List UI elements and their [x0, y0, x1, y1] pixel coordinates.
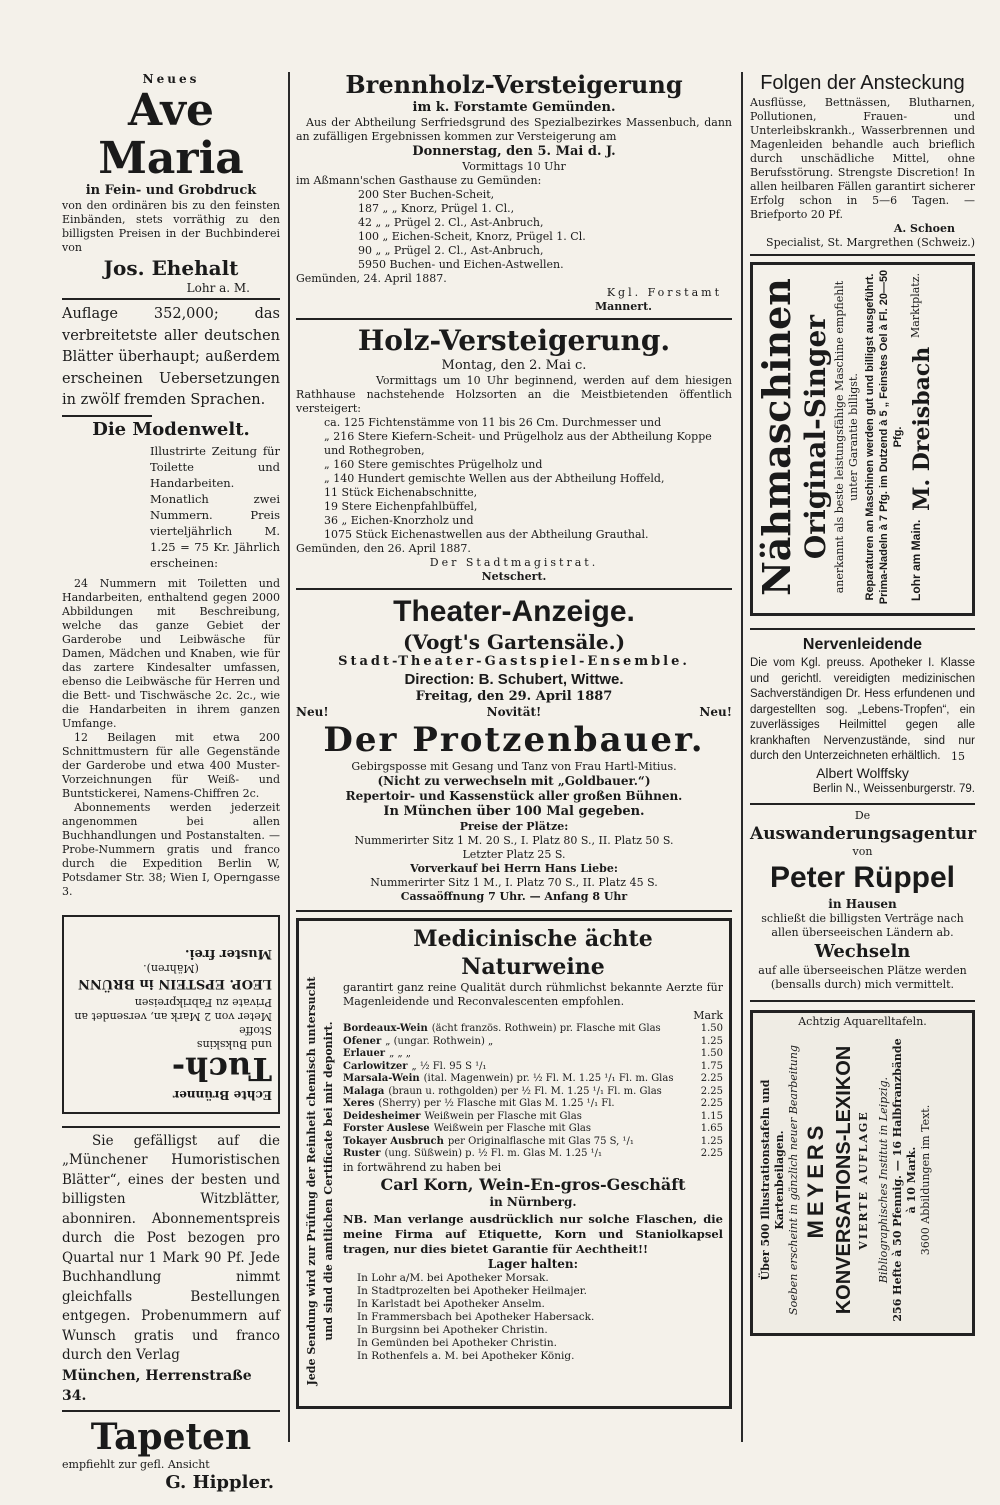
- wein-row-price: 2.25: [700, 1085, 723, 1097]
- ad-tapeten: [62, 1416, 280, 1494]
- holz-date: Montag, den 2. Mai c.: [441, 358, 587, 373]
- meyer-line-9: 3600 Abbildungen im Text.: [919, 1104, 932, 1255]
- brennholz-office: Kgl. Forstamt: [606, 286, 722, 299]
- meyer-line-1: Achtzig Aquarelltafeln.: [798, 1014, 927, 1028]
- wein-price-row: [343, 1073, 723, 1086]
- wein-price-row: [343, 1136, 723, 1149]
- ansteckung-text: Ausflüsse, Bettnässen, Blutharnen, Pollutionen, Frauen- und Unterleibskrankh., Wasserbrennen und Magenleiden behandle auch brieflich durch unschädliche Mittel, ohne Berufsstörung. Strengste Discretion! In allen heilbaren Fällen garantirt sicherer Erfolg schon in 5—6 Tagen. — Briefporto 20 Pf.: [750, 96, 975, 221]
- wein-row-desc: Weißwein per Flasche mit Glas: [424, 1110, 582, 1122]
- wein-side-text-wrap: [301, 971, 341, 1391]
- wein-row-desc: „ ½ Fl. 95 S ¹/₁: [411, 1060, 487, 1072]
- naehmaschinen-sign-row: [909, 267, 935, 607]
- wein-row-desc: (ital. Magenwein) pr. ½ Fl. M. 1.25 ¹/₁ Fl. m. Glas: [423, 1073, 674, 1084]
- modenwelt-p3: Abonnements werden jederzeit angenommen bei allen Buchhandlungen und Postanstalten. — Probe-Nummern gratis und franco durch die Expedition Berlin W, Potsdamer Str. 38; Wien I, Operngasse 3.: [62, 800, 280, 898]
- ad-holz: [296, 324, 732, 584]
- ave-maria-sub: in Fein- und Grobdruck: [85, 183, 257, 198]
- list-item: In Lohr a/M. bei Apotheker Morsak.: [357, 1271, 549, 1284]
- theater-warn: (Nicht zu verwechseln mit „Goldbauer.“): [377, 774, 651, 788]
- naehmaschinen-place: Lohr am Main.: [909, 519, 923, 601]
- theater-prices-3: Nummerirter Sitz 1 M., I. Platz 70 S., II. Platz 45 S.: [370, 876, 658, 889]
- divider: [296, 910, 732, 912]
- ansteckung-name: A. Schoen: [893, 222, 955, 235]
- wein-firm: Carl Korn, Wein-En-gros-Geschäft: [380, 1174, 686, 1194]
- naehmaschinen-rotated-content: [755, 267, 970, 607]
- divider: [750, 1000, 975, 1002]
- naehmaschinen-note: anerkannt als beste leistungsfähige Maschine empfiehlt unter Garantie billigst.: [833, 280, 860, 594]
- naehmaschinen-sub: Original-Singer: [799, 314, 832, 560]
- list-item: 90 „ „ Prügel 2. Cl., Ast-Anbruch,: [358, 244, 544, 257]
- brennholz-intro: Aus der Abtheilung Serfriedsgrund des Spezialbezirkes Massenbuch, dann an zufälligen Ergebnissen kommen zur Versteigerung am: [296, 116, 732, 143]
- wein-price-row: [343, 1098, 723, 1111]
- meyer-line-3: Soeben erscheint in gänzlich neuer Bearbeitung: [787, 1044, 800, 1315]
- naehmaschinen-repair: Reparaturen an Maschinen werden gut und billigst ausgeführt.: [864, 273, 876, 601]
- ad-humor: [62, 1132, 280, 1406]
- wein-intro: garantirt ganz reine Qualität durch rühmlichst bekannte Aerzte für Magenleidende und Reconvalescenten empfohlen.: [343, 981, 723, 1008]
- agentur-text2: auf alle überseeischen Plätze werden (bensalls durch) mich vermittelt.: [758, 963, 967, 991]
- holz-signed: Netschert.: [481, 570, 547, 583]
- theater-neu-row: [296, 705, 732, 720]
- agentur-de: De: [854, 808, 871, 822]
- list-item: 19 Stere Eichenpfahlbüffel,: [324, 500, 478, 513]
- modenwelt-p1: 24 Nummern mit Toiletten und Handarbeiten, enthaltend gegen 2000 Abbildungen mit Beschreibung, welche das ganze Gebiet der Garderobe und Leibwäsche für Damen, Mädchen und Knaben, wie für das zartere Kindesalter umfassen, ebenso die Leibwäsche für Herren und die Bett- und Tischwäsche 2c. 2c., wie die Handarbeiten in ihrem ganzen Umfange.: [62, 576, 280, 730]
- divider: [296, 588, 732, 590]
- tapeten-line: empfiehlt zur gefl. Ansicht: [62, 1457, 210, 1471]
- humor-place: München, Herrenstraße 34.: [62, 1367, 252, 1404]
- list-item: 11 Stück Eichenabschnitte,: [324, 486, 478, 499]
- ave-maria-title: Ave Maria: [98, 85, 244, 184]
- list-item: „ 160 Stere gemischtes Prügelholz und: [324, 458, 543, 471]
- wein-main: [343, 925, 723, 1363]
- wein-row-desc: (Sherry) per ½ Flasche mit Glas M. 1.25 ¹/₁ Fl.: [378, 1098, 615, 1109]
- tuch-line-1: Echte Brünner: [172, 1087, 272, 1102]
- column-middle: [296, 70, 732, 1409]
- list-item: 42 „ „ Prügel 2. Cl., Ast-Anbruch,: [358, 216, 544, 229]
- meyer-line-2: Über 500 Illustrationstafeln und Kartenbeilagen.: [759, 1079, 786, 1280]
- list-item: In Stadtprozelten bei Apotheker Heilmajer.: [357, 1284, 587, 1297]
- wein-price-row: [343, 1023, 723, 1036]
- agentur-name: Peter Rüppel: [769, 860, 956, 894]
- ave-maria-name: Jos. Ehehalt: [103, 256, 239, 280]
- theater-direction: Direction: B. Schubert, Wittwe.: [404, 671, 624, 688]
- wein-row-name: Tokayer Ausbruch: [343, 1135, 444, 1147]
- nerven-text: Die vom Kgl. preuss. Apotheker I. Klasse und gerichtl. vereidigten medizinischen Sachverständigen Dr. Hess erfundenen und dargestellten sog. „Lebens-Tropfen“, ein zuverlässiges Heilmittel gegen alle krankhaften Nervenzustände, sind nur durch den Unterzeichneten erhältlich.: [750, 657, 975, 762]
- column-rule-right: [741, 72, 743, 1442]
- wein-row-desc: „ (ungar. Rothwein) „: [385, 1035, 494, 1047]
- theater-neu-left: Neu!: [296, 705, 329, 719]
- list-item: In Rothenfels a. M. bei Apotheker König.: [357, 1349, 575, 1362]
- agentur-von: von: [852, 844, 873, 858]
- divider: [750, 254, 975, 256]
- theater-neu-right: Neu!: [699, 705, 732, 719]
- tuch-line-6: LEOP. EPSTEIN in BRÜNN: [77, 975, 272, 991]
- list-item: 36 „ Eichen-Knorzholz und: [324, 514, 474, 527]
- divider: [750, 628, 975, 630]
- brennholz-dateline: Gemünden, 24. April 1887.: [296, 272, 447, 285]
- naehmaschinen-title: Nähmaschinen: [754, 278, 799, 596]
- column-right: [750, 70, 975, 1336]
- wein-row-name: Deidesheimer: [343, 1110, 421, 1122]
- divider: [750, 803, 975, 805]
- holz-items: [324, 416, 732, 542]
- ave-maria-place: Lohr a. M.: [186, 281, 250, 295]
- wein-row-price: 1.75: [700, 1060, 723, 1072]
- meyer-line-6: VIERTE AUFLAGE: [857, 1109, 870, 1250]
- wein-row-desc: (ächt französ. Rothwein) pr. Flasche mit Glas: [431, 1023, 661, 1034]
- modenwelt-title: Die Modenwelt.: [92, 418, 250, 440]
- wein-row-price: 1.50: [700, 1048, 723, 1059]
- theater-rep: Repertoir- und Kassenstück aller großen Bühnen.: [345, 789, 683, 803]
- wein-row-price: 2.25: [700, 1148, 723, 1159]
- nerven-addr: Berlin N., Weissenburgerstr. 79.: [812, 782, 975, 795]
- wein-row-price: 1.15: [700, 1110, 723, 1122]
- tuch-line-7: (Mähren).: [143, 961, 199, 975]
- theater-date: Freitag, den 29. April 1887: [415, 689, 613, 704]
- theater-venue: (Vogt's Gartensäle.): [402, 630, 626, 654]
- naehmaschinen-place2: Marktplatz.: [909, 273, 922, 339]
- humor-text: Sie gefälligst auf die „Münchener Humoristischen Blätter“, eines der besten und billigsten Witzblätter, abonniren. Abonnementspreis durch die Post bezogen pro Quartal nur 1 Mark 90 Pf. Jede Buchhandlung nimmt gleichfalls Bestellungen entgegen. Probenummern auf Wunsch gratis und franco durch den Verlag: [62, 1132, 280, 1363]
- theater-prices-1: Nummerirter Sitz 1 M. 20 S., I. Platz 80 S., II. Platz 50 S.: [354, 834, 674, 847]
- theater-play: Der Protzenbauer.: [323, 720, 705, 760]
- brennholz-title: Brennholz-Versteigerung: [345, 70, 683, 99]
- nerven-name: Albert Wolffsky: [816, 764, 909, 781]
- wein-nb: NB. Man verlange ausdrücklich nur solche Flaschen, die meine Firma auf Etiquette, Korn und Staniolkapsel tragen, nur dies bietet Garantie für Aechtheit!!: [343, 1211, 723, 1256]
- modenwelt-p2: 12 Beilagen mit etwa 200 Schnittmustern für alle Gegenstände der Garderobe und etwa 400 Muster-Vorzeichnungen für Weiß- und Buntstickerei, Namens-Chiffren 2c.: [62, 730, 280, 800]
- ad-wein: [296, 918, 732, 1409]
- wein-row-name: Malaga: [343, 1085, 385, 1097]
- meyer-top: [755, 1015, 970, 1029]
- column-rule-left: [288, 72, 290, 1442]
- wein-row-name: Erlauer: [343, 1048, 386, 1059]
- wein-always: in fortwährend zu haben bei: [343, 1160, 502, 1174]
- wein-title: Medicinische ächte Naturweine: [413, 926, 653, 980]
- ad-ansteckung: [750, 70, 975, 250]
- ad-naehmaschinen: [750, 262, 975, 616]
- divider: [62, 1126, 280, 1128]
- theater-title: Theater-Anzeige.: [393, 595, 635, 628]
- tapeten-name: G. Hippler.: [165, 1471, 274, 1493]
- nerven-title: Nervenleidende: [802, 636, 923, 653]
- wein-row-price: 2.25: [700, 1073, 723, 1084]
- meyer-line-5: KONVERSATIONS-LEXIKON: [833, 1045, 855, 1314]
- column-left: [62, 70, 280, 1494]
- wein-row-price: 1.65: [700, 1123, 723, 1134]
- modenwelt-desc: Illustrirte Zeitung für Toilette und Handarbeiten. Monatlich zwei Nummern. Preis vierteljährlich M. 1.25 = 75 Kr. Jährlich erscheinen:: [150, 443, 280, 570]
- modenwelt-intro: Auflage 352,000; das verbreitetste aller deutschen Blätter überhaupt; außerdem erscheinen Uebersetzungen in zwölf fremden Sprachen.: [62, 306, 280, 408]
- theater-open: Cassaöffnung 7 Uhr. — Anfang 8 Uhr: [400, 890, 628, 903]
- ad-tuch: [62, 915, 280, 1114]
- ad-theater: [296, 594, 732, 904]
- holz-dateline: Gemünden, den 26. April 1887.: [296, 542, 471, 555]
- wein-row-price: 1.50: [700, 1023, 723, 1034]
- tuch-line-8: Muster frei.: [185, 945, 272, 961]
- wein-side-text: Jede Sendung wird zur Prüfung der Reinheit chemisch untersucht und sind die amtlichen Certificate bei mir deponirt.: [305, 976, 335, 1386]
- divider: [62, 1410, 280, 1412]
- naehmaschinen-needles: Prima-Nadeln à 7 Pfg. im Dutzend à 5 „ Feinstes Oel à Fl. 20—50 Pfg.: [878, 269, 904, 605]
- list-item: 5950 Buchen- und Eichen-Astwellen.: [358, 258, 564, 271]
- wein-price-row: [343, 1148, 723, 1161]
- wein-row-name: Ofener: [343, 1035, 382, 1047]
- agentur-text1: schließt die billigsten Verträge nach allen überseeischen Ländern ab.: [761, 911, 964, 939]
- meyer-line-8: 256 Hefte à 50 Pfennig. — 16 Halbfranzbände à 10 Mark.: [891, 1037, 918, 1322]
- divider: [62, 298, 280, 300]
- ad-nerven: [750, 634, 975, 797]
- tuch-rotated-content: [64, 917, 278, 1108]
- wein-row-desc: „ „ „: [389, 1048, 411, 1059]
- ad-ave-maria: [62, 72, 280, 296]
- naehmaschinen-name: M. Dreisbach: [909, 346, 935, 511]
- wein-price-list: [343, 1023, 723, 1161]
- tuch-line-2: Tuch-: [171, 1049, 272, 1088]
- wein-price-row: [343, 1061, 723, 1074]
- brennholz-items: [358, 188, 732, 272]
- holz-title: Holz-Versteigerung.: [357, 324, 671, 357]
- wein-row-name: Ruster: [343, 1148, 381, 1159]
- ave-maria-body: von den ordinären bis zu den feinsten Einbänden, stets vorräthig zu den billigsten Preisen in der Buchbinderei von: [62, 199, 280, 254]
- list-item: In Frammersbach bei Apotheker Habersack.: [357, 1310, 595, 1323]
- brennholz-place: im Aßmann'schen Gasthause zu Gemünden:: [296, 174, 542, 187]
- list-item: In Karlstadt bei Apotheker Anselm.: [357, 1297, 545, 1310]
- holz-office: Der Stadtmagistrat.: [429, 556, 599, 569]
- wein-row-name: Xeres: [343, 1098, 375, 1109]
- wein-price-row: [343, 1111, 723, 1124]
- list-item: In Gemünden bei Apotheker Christin.: [357, 1336, 557, 1349]
- wein-row-name: Bordeaux-Wein: [343, 1023, 428, 1034]
- wein-row-name: Carlowitzer: [343, 1060, 408, 1072]
- wein-row-desc: (ung. Süßwein) p. ½ Fl. m. Glas M. 1.25 ¹/₁: [384, 1148, 603, 1159]
- theater-prices-2: Letzter Platz 25 S.: [462, 848, 566, 861]
- agentur-title: Auswanderungsagentur: [750, 823, 977, 844]
- wein-stock-title: Lager halten:: [487, 1256, 579, 1271]
- agentur-wechseln: Wechseln: [814, 940, 911, 962]
- wein-price-row: [343, 1048, 723, 1061]
- ad-agentur: [750, 809, 975, 992]
- tapeten-title: Tapeten: [90, 1415, 252, 1458]
- wein-row-price: 2.25: [700, 1098, 723, 1109]
- brennholz-date: Donnerstag, den 5. Mai d. J.: [412, 144, 616, 159]
- agentur-place: in Hausen: [828, 896, 897, 911]
- wein-price-row: [343, 1086, 723, 1099]
- theater-novitaet: Novität!: [486, 705, 542, 719]
- wein-row-price: 1.25: [700, 1035, 723, 1047]
- wein-row-desc: Weißwein per Flasche mit Glas: [433, 1123, 592, 1134]
- meyer-rotated-content: [759, 1035, 964, 1325]
- tuch-line-3: und Bukskins: [196, 1037, 272, 1051]
- wein-unit: Mark: [693, 1009, 723, 1022]
- theater-ensemble: Stadt-Theater-Gastspiel-Ensemble.: [338, 654, 690, 669]
- nerven-num: 15: [951, 749, 965, 763]
- wein-row-price: 1.25: [700, 1135, 723, 1147]
- wein-row-name: Forster Auslese: [343, 1123, 430, 1134]
- tuch-line-4: Stoffe: [239, 1023, 272, 1037]
- wein-row-desc: (braun u. rothgolden) per ½ Fl. M. 1.25 ¹/₁ Fl. m. Glas: [388, 1085, 662, 1097]
- list-item: In Burgsinn bei Apotheker Christin.: [357, 1323, 548, 1336]
- theater-munich: In München über 100 Mal gegeben.: [383, 804, 645, 819]
- meyer-line-7: Bibliographisches Institut in Leipzig.: [877, 1076, 890, 1283]
- wein-row-name: Marsala-Wein: [343, 1073, 420, 1084]
- list-item: 100 „ Eichen-Scheit, Knorz, Prügel 1. Cl.: [358, 230, 586, 243]
- tuch-line-5: Meter von 2 Mark an, versendet an Private zu Fabrikpreisen: [74, 995, 272, 1023]
- ad-modenwelt: [62, 304, 280, 899]
- list-item: 200 Ster Buchen-Scheit,: [358, 188, 495, 201]
- wein-price-row: [343, 1123, 723, 1136]
- ave-maria-kicker: Neues: [142, 72, 200, 86]
- ansteckung-title: Folgen der Ansteckung: [760, 72, 965, 94]
- brennholz-time: Vormittags 10 Uhr: [462, 160, 566, 173]
- brennholz-sub: im k. Forstamte Gemünden.: [412, 100, 616, 115]
- holz-intro: Vormittags um 10 Uhr beginnend, werden auf dem hiesigen Rathhause nachstehende Holzsorten an die Meistbietenden öffentlich versteigert:: [296, 374, 732, 415]
- ansteckung-place: Specialist, St. Margrethen (Schweiz.): [766, 236, 975, 249]
- list-item: „ 140 Hundert gemischte Wellen aus der Abtheilung Hoffeld,: [324, 472, 665, 485]
- list-item: 1075 Stück Eichenastwellen aus der Abtheilung Grauthal.: [324, 528, 649, 541]
- ad-meyer: [750, 1010, 975, 1336]
- wein-city: in Nürnberg.: [489, 1194, 577, 1209]
- list-item: „ 216 Stere Kiefern-Scheit- und Prügelholz aus der Abtheilung Koppe und Rothegroben,: [324, 430, 712, 457]
- meyer-line-4: MEYERS: [803, 1121, 828, 1238]
- list-item: ca. 125 Fichtenstämme von 11 bis 26 Cm. Durchmesser und: [324, 416, 662, 429]
- theater-presale-title: Vorverkauf bei Herrn Hans Liebe:: [410, 862, 618, 875]
- brennholz-signed: Mannert.: [594, 300, 652, 313]
- wein-row-desc: per Originalflasche mit Glas 75 S, ¹/₁: [447, 1135, 634, 1147]
- theater-prices-title: Preise der Plätze:: [459, 820, 569, 833]
- divider: [296, 318, 732, 320]
- wein-price-row: [343, 1036, 723, 1049]
- list-item: 187 „ „ Knorz, Prügel 1. Cl.,: [358, 202, 515, 215]
- theater-genre: Gebirgsposse mit Gesang und Tanz von Frau Hartl-Mitius.: [351, 760, 677, 773]
- wein-stock-list: [357, 1272, 723, 1363]
- ad-brennholz: [296, 70, 732, 314]
